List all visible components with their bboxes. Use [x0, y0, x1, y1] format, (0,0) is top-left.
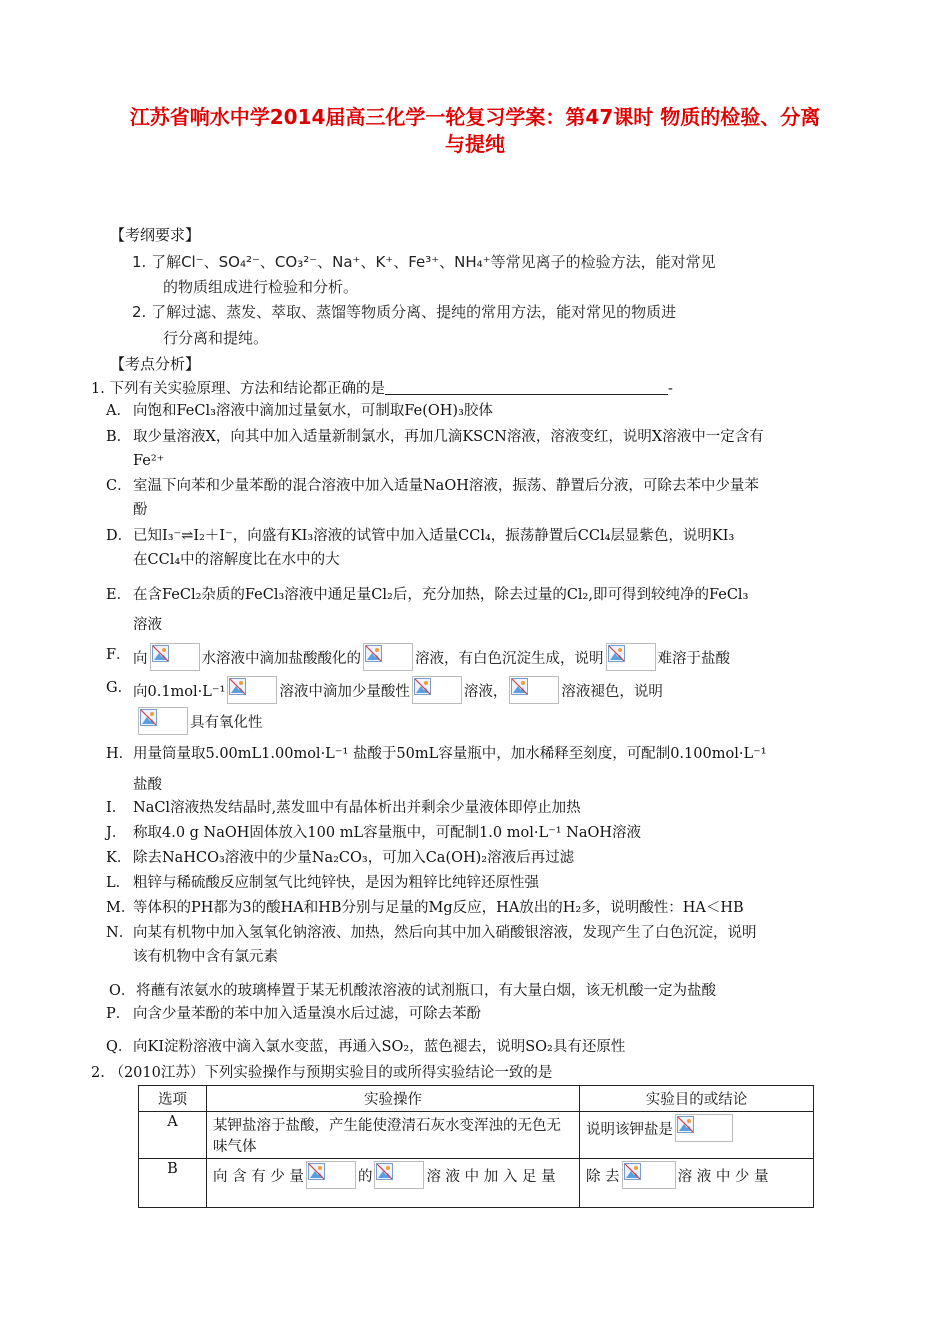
- option-c-line-2: 酚: [133, 502, 148, 518]
- option-j-text: 称取4.0 g NaOH固体放入100 mL容量瓶中，可配制1.0 mol·L⁻¹ NaOH溶液: [133, 825, 642, 841]
- option-h-line-2: 盐酸: [133, 777, 162, 793]
- requirements-heading: 【考纲要求】: [110, 226, 201, 244]
- broken-image-icon: [622, 1161, 676, 1189]
- option-a: [106, 399, 863, 423]
- option-l: [106, 871, 539, 895]
- option-g-text-5: 具有氧化性: [190, 715, 263, 731]
- broken-image-icon: [150, 643, 200, 671]
- option-f-text-3: 溶液，有白色沉淀生成，说明: [415, 651, 604, 667]
- option-g: [106, 676, 873, 704]
- option-e-line-2: 溶液: [133, 617, 162, 633]
- option-n-line-2: 该有机物中含有氯元素: [133, 949, 278, 965]
- table-cell-conclusion: [580, 1112, 814, 1159]
- conclusion-text-1: 除 去: [586, 1169, 620, 1185]
- option-label: G．: [106, 680, 133, 696]
- option-b: [106, 425, 873, 473]
- title-line-2: 与提纯: [445, 132, 505, 156]
- conclusion-text-2: 溶 液 中 少 量: [677, 1169, 769, 1185]
- option-g-text-4: 溶液褪色，说明: [561, 684, 663, 700]
- option-label: D．: [106, 528, 133, 544]
- option-d: [106, 524, 873, 572]
- broken-image-icon: [227, 676, 277, 704]
- broken-image-icon: [374, 1161, 424, 1189]
- option-m-text: 等体积的PH都为3的酸HA和HB分别与足量的Mg反应，HA放出的H₂多，说明酸性：HA＜HB: [133, 900, 744, 916]
- table-header-row: [139, 1086, 814, 1112]
- option-label: N．: [106, 925, 134, 941]
- conclusion-text: 说明该钾盐是: [586, 1122, 673, 1138]
- question-1-text: 1. 下列有关实验原理、方法和结论都正确的是: [91, 381, 385, 397]
- option-k: [106, 846, 575, 870]
- table-cell-conclusion: [580, 1159, 814, 1208]
- question-2-table: [138, 1085, 814, 1208]
- requirement-2-line-2: 行分离和提纯。: [163, 329, 269, 347]
- option-n: [106, 921, 873, 969]
- requirement-1-line-2: 的物质组成进行检验和分析。: [163, 278, 359, 296]
- option-g-text-1: 向0.1mol·L⁻¹: [133, 684, 226, 700]
- option-label: A．: [106, 403, 131, 419]
- option-p-text: 向含少量苯酚的苯中加入适量溴水后过滤，可除去苯酚: [133, 1006, 481, 1022]
- broken-image-icon: [412, 676, 462, 704]
- requirement-1-line-1: 1. 了解Cl⁻、SO₄²⁻、CO₃²⁻、Na⁺、K⁺、Fe³⁺、NH₄⁺等常见离子的检验方法，能对常见: [132, 253, 716, 271]
- option-o-text: 将蘸有浓氨水的玻璃棒置于某无机酸浓溶液的试剂瓶口，有大量白烟，该无机酸一定为盐酸: [136, 983, 716, 999]
- option-d-line-1: 已知I₃⁻⇌I₂＋I⁻，向盛有KI₃溶液的试管中加入适量CCl₄，振荡静置后CCl₄层显紫色，说明KI₃: [133, 528, 735, 544]
- option-o: [109, 979, 716, 1003]
- broken-image-icon: [509, 676, 559, 704]
- option-f-text-1: 向: [133, 651, 148, 667]
- option-k-text: 除去NaHCO₃溶液中的少量Na₂CO₃，可加入Ca(OH)₂溶液后再过滤: [133, 850, 575, 866]
- broken-image-icon: [675, 1114, 733, 1142]
- broken-image-icon: [363, 643, 413, 671]
- option-label: L．: [106, 875, 131, 891]
- option-j: [106, 821, 642, 845]
- option-n-line-1: 向某有机物中加入氢氧化钠溶液、加热，然后向其中加入硝酸银溶液，发现产生了白色沉淀，说明: [133, 925, 757, 941]
- operation-text-3: 溶 液 中 加 入 足 量: [426, 1169, 556, 1185]
- option-m: [106, 896, 744, 920]
- option-label: E．: [106, 587, 132, 603]
- option-label: C．: [106, 478, 132, 494]
- answer-blank[interactable]: [385, 380, 668, 395]
- option-h: [106, 739, 873, 801]
- option-label: I．: [106, 800, 127, 816]
- analysis-heading: 【考点分析】: [110, 355, 201, 373]
- option-a-text: 向饱和FeCl₃溶液中滴加过量氨水，可制取Fe(OH)₃胶体: [133, 403, 493, 419]
- operation-text-1: 向 含 有 少 量: [213, 1169, 304, 1185]
- table-cell-option: B: [139, 1159, 207, 1208]
- option-i-text: NaCl溶液热发结晶时,蒸发皿中有晶体析出并剩余少量液体即停止加热: [133, 800, 581, 816]
- option-g-text-2: 溶液中滴加少量酸性: [279, 684, 410, 700]
- option-e: [106, 580, 873, 640]
- option-label: B．: [106, 429, 132, 445]
- option-label: O．: [109, 983, 136, 999]
- question-1-tail: -: [667, 381, 673, 397]
- operation-text-2: 的: [357, 1169, 373, 1185]
- option-label: K．: [106, 850, 132, 866]
- option-label: J．: [106, 825, 127, 841]
- option-d-line-2: 在CCl₄中的溶解度比在水中的大: [133, 552, 340, 568]
- option-f-text-2: 水溶液中滴加盐酸酸化的: [201, 651, 361, 667]
- option-f-text-4: 难溶于盐酸: [657, 651, 730, 667]
- option-label: Q．: [106, 1039, 133, 1055]
- option-label: H．: [106, 746, 134, 762]
- option-b-line-2: Fe²⁺: [133, 453, 165, 469]
- option-g-continued: [136, 707, 876, 735]
- question-2-stem: 2. （2010江苏）下列实验操作与预期实验目的或所得实验结论一致的是: [91, 1065, 553, 1081]
- option-label: M．: [106, 900, 136, 916]
- table-cell-option: A: [139, 1112, 207, 1159]
- option-f: [106, 643, 873, 671]
- question-1-stem: [91, 377, 673, 398]
- table-header-cell: 实验操作: [207, 1086, 580, 1112]
- option-g-text-3: 溶液，: [463, 684, 508, 700]
- table-header-cell: 选项: [139, 1086, 207, 1112]
- table-cell-operation: [207, 1159, 580, 1208]
- table-row: [139, 1112, 814, 1159]
- broken-image-icon: [138, 707, 188, 735]
- option-h-line-1: 用量筒量取5.00mL1.00mol·L⁻¹ 盐酸于50mL容量瓶中，加水稀释至刻度，可配制0.100mol·L⁻¹: [133, 746, 767, 762]
- option-p: [106, 1002, 481, 1026]
- option-q: [106, 1035, 626, 1059]
- table-header-cell: 实验目的或结论: [580, 1086, 814, 1112]
- document-title: [60, 104, 890, 158]
- option-i: [106, 796, 581, 820]
- title-line-1: 江苏省响水中学2014届高三化学一轮复习学案：第47课时 物质的检验、分离: [129, 105, 821, 129]
- option-l-text: 粗锌与稀硫酸反应制氢气比纯锌快，是因为粗锌比纯锌还原性强: [133, 875, 539, 891]
- requirement-2-line-1: 2. 了解过滤、蒸发、萃取、蒸馏等物质分离、提纯的常用方法，能对常见的物质进: [132, 303, 677, 321]
- option-label: P．: [106, 1006, 131, 1022]
- broken-image-icon: [606, 643, 656, 671]
- option-q-text: 向KI淀粉溶液中滴入氯水变蓝，再通入SO₂，蓝色褪去，说明SO₂具有还原性: [133, 1039, 626, 1055]
- option-c: [106, 474, 873, 522]
- option-c-line-1: 室温下向苯和少量苯酚的混合溶液中加入适量NaOH溶液，振荡、静置后分液，可除去苯中少量苯: [133, 478, 759, 494]
- option-label: F．: [106, 647, 131, 663]
- broken-image-icon: [306, 1161, 356, 1189]
- table-cell-operation: 某钾盐溶于盐酸，产生能使澄清石灰水变浑浊的无色无味气体: [207, 1112, 580, 1159]
- option-e-line-1: 在含FeCl₂杂质的FeCl₃溶液中通足量Cl₂后，充分加热，除去过量的Cl₂,即可得到较纯净的FeCl₃: [133, 587, 749, 603]
- option-b-line-1: 取少量溶液X，向其中加入适量新制氯水，再加几滴KSCN溶液，溶液变红，说明X溶液中一定含有: [133, 429, 764, 445]
- table-row: [139, 1159, 814, 1208]
